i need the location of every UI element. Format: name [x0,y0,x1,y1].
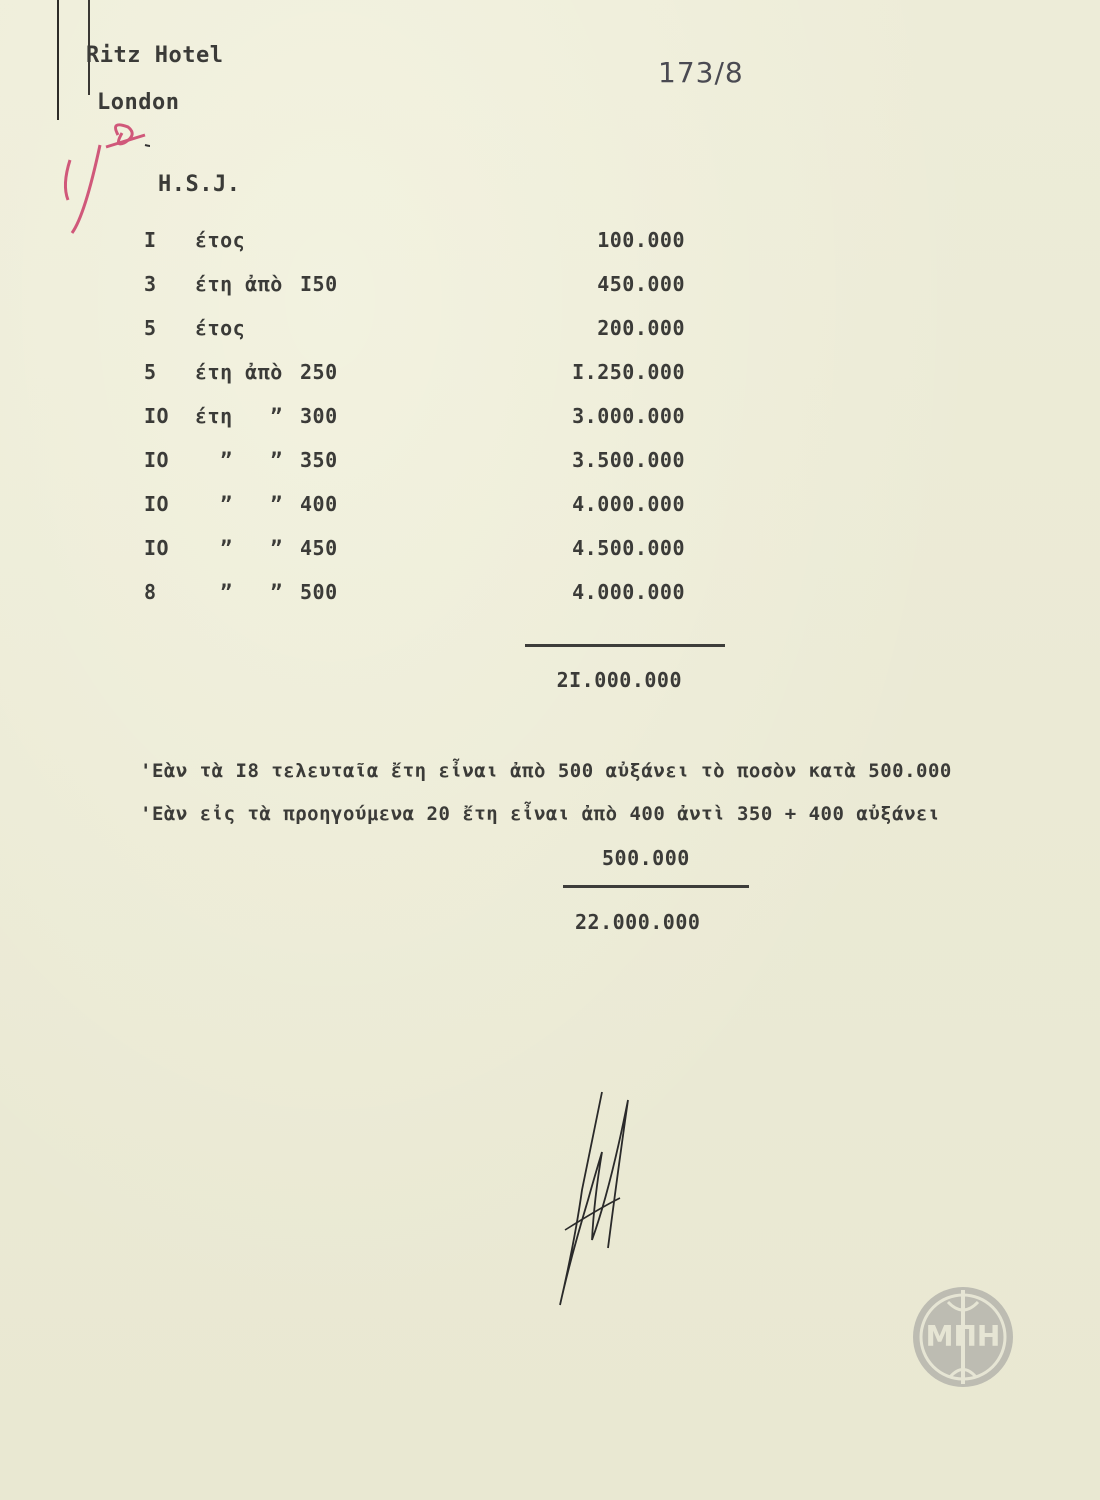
red-pencil-mark-icon [40,105,150,245]
row-amount: 200.000 [597,316,685,340]
row-amount: 3.000.000 [572,404,685,428]
row-unit: έτη ” [195,404,283,428]
subtotal-rule [525,644,725,647]
row-count: IO [144,404,170,428]
row-count: IO [144,536,170,560]
margin-line [57,0,59,120]
addition-amount: 500.000 [602,846,690,870]
row-rate: 350 [300,448,338,472]
signature-icon [540,1080,650,1320]
row-unit: ” ” [195,448,283,472]
row-amount: 4.500.000 [572,536,685,560]
row-amount: 3.500.000 [572,448,685,472]
row-unit: ” ” [195,536,283,560]
row-unit: ” ” [195,580,283,604]
row-amount: 4.000.000 [572,492,685,516]
row-amount: I.250.000 [572,360,685,384]
initials: H.S.J. [158,172,241,197]
row-amount: 100.000 [597,228,685,252]
row-rate: 400 [300,492,338,516]
stamp-letters: ΜΠΗ [925,1320,1001,1353]
row-amount: 4.000.000 [572,580,685,604]
row-count: IO [144,448,170,472]
note-line-1: 'Εὰν τὰ I8 τελευταῖα ἔτη εἶναι ἀπὸ 500 αὐξάνει τὸ ποσὸν κατὰ 500.000 [140,760,952,782]
hotel-name: Ritz Hotel [86,43,224,68]
row-unit: έτη ἀπὸ [195,272,283,296]
row-unit: έτος [195,316,246,340]
archive-stamp [908,1282,1018,1392]
row-count: IO [144,492,170,516]
row-count: 5 [144,316,157,340]
row-rate: 450 [300,536,338,560]
row-amount: 450.000 [597,272,685,296]
row-count: 8 [144,580,157,604]
hotel-city: London [97,90,180,115]
row-unit: έτη ἀπὸ [195,360,283,384]
row-count: I [144,228,157,252]
row-unit: ” ” [195,492,283,516]
row-rate: 250 [300,360,338,384]
row-unit: έτος [195,228,246,252]
total-rule [563,885,749,888]
subtotal: 2I.000.000 [556,668,682,692]
row-count: 5 [144,360,157,384]
note-line-2: 'Εὰν εἰς τὰ προηγούμενα 20 ἔτη εἶναι ἀπὸ 400 ἀντὶ 350 + 400 αὐξάνει [140,803,940,825]
row-rate: 300 [300,404,338,428]
grand-total: 22.000.000 [575,910,701,934]
row-rate: 500 [300,580,338,604]
row-count: 3 [144,272,157,296]
archive-number: 173/8 [658,56,744,89]
row-rate: I50 [300,272,338,296]
